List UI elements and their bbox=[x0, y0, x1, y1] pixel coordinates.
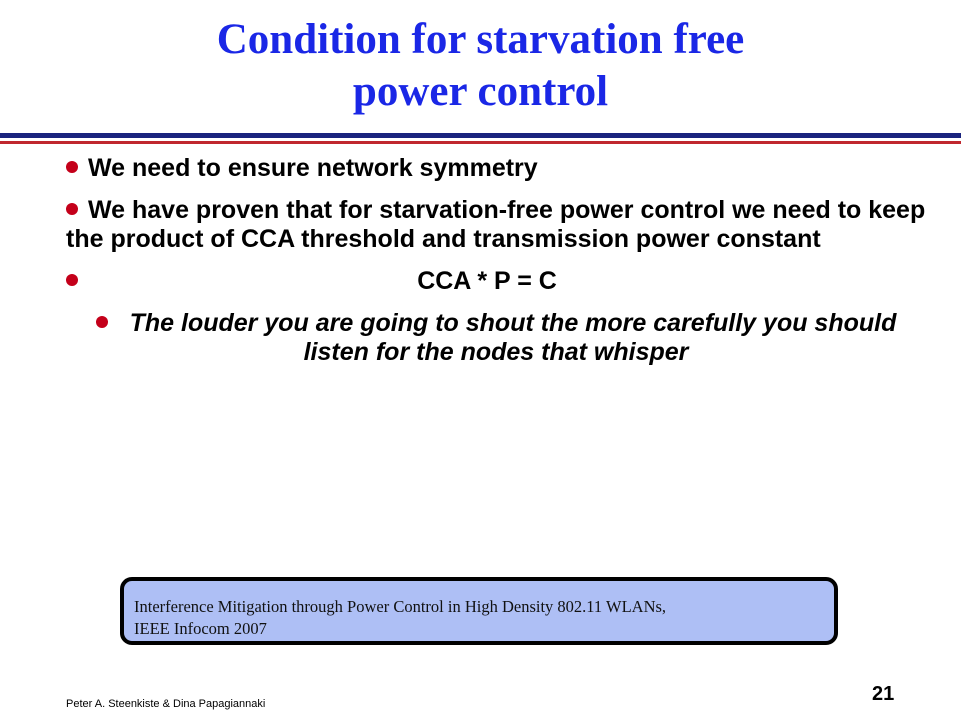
bullet-text: We need to ensure network symmetry bbox=[88, 154, 538, 182]
reference-line-2: IEEE Infocom 2007 bbox=[134, 619, 267, 638]
bullet-icon bbox=[96, 316, 108, 328]
bullet-item-equation bbox=[66, 267, 926, 296]
slide-title bbox=[0, 14, 961, 118]
bullet-item-1 bbox=[66, 154, 926, 183]
title-divider-red bbox=[0, 141, 961, 144]
footer-authors: Peter A. Steenkiste & Dina Papagiannaki bbox=[66, 698, 266, 710]
quote-text: The louder you are going to shout the more carefully you should listen for the nodes that whisper bbox=[129, 309, 897, 366]
slide-title-line-2: power control bbox=[352, 68, 609, 115]
page-number: 21 bbox=[872, 683, 895, 705]
equation-text: CCA * P = C bbox=[417, 267, 557, 295]
title-divider-blue bbox=[0, 133, 961, 138]
reference-line-1: Interference Mitigation through Power Control in High Density 802.11 WLANs, bbox=[134, 597, 667, 616]
bullet-icon bbox=[66, 161, 78, 173]
bullet-item-2 bbox=[66, 196, 926, 254]
bullet-list bbox=[66, 154, 926, 380]
bullet-icon bbox=[66, 203, 78, 215]
reference-box bbox=[120, 577, 838, 645]
bullet-item-quote bbox=[66, 309, 926, 367]
bullet-icon bbox=[66, 274, 78, 286]
bullet-text: We have proven that for starvation-free power control we need to keep the product of CCA threshold and transmission power constant bbox=[66, 196, 926, 253]
slide-title-line-1: Condition for starvation free bbox=[216, 16, 745, 63]
